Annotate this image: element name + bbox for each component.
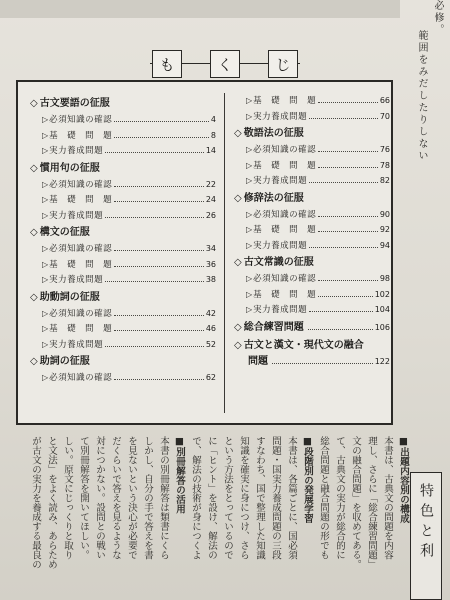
chapter-title-text: 総合練習問題 (243, 321, 304, 333)
leader-dots (308, 328, 373, 330)
entry-label: 実力養成問題 (253, 176, 308, 186)
triangle-icon: ▷ (42, 339, 49, 349)
chapter-title[interactable] (30, 354, 216, 370)
toc-entry[interactable] (234, 109, 390, 125)
toc-entry[interactable] (30, 337, 216, 353)
toc-entry[interactable] (234, 271, 390, 287)
entry-label: 実力養成問題 (49, 275, 104, 285)
diamond-icon: ◇ (234, 339, 242, 351)
toc-entry[interactable] (30, 257, 216, 273)
body-text-column: 総合問題と融合問題の形でも (318, 436, 329, 560)
chapter-title-text: 敬語法の征服 (243, 128, 304, 139)
toc-entry[interactable] (234, 287, 390, 303)
page-number: 52 (205, 339, 216, 349)
entry-label: 基 礎 問 題 (49, 324, 113, 334)
page-number: 38 (205, 275, 216, 284)
body-text-column: ■別冊解答の活用 (174, 436, 185, 514)
page-number: 94 (379, 240, 390, 250)
title-char-1: も (152, 50, 182, 78)
triangle-icon: ▷ (42, 259, 49, 269)
entry-label: 基 礎 問 題 (49, 195, 113, 205)
chapter-title[interactable] (30, 290, 216, 306)
triangle-icon: ▷ (42, 179, 49, 189)
toc-title (150, 50, 300, 78)
body-text-column: 文の融合問題」を収めてある。 (350, 436, 361, 569)
toc-entry[interactable] (30, 272, 216, 288)
leader-dots (114, 265, 204, 267)
toc-chapter (30, 225, 216, 288)
body-text-column: 対につかない。設問との戦い (94, 436, 105, 560)
toc-chapter (234, 191, 390, 254)
toc-chapter (30, 354, 216, 386)
body-text-column: 本書は、各篇ごとに、国必須 (286, 436, 297, 560)
page-number: 34 (205, 244, 216, 253)
chapter-title[interactable] (30, 96, 216, 112)
body-text-column: ■出題内容別の構成 (398, 436, 409, 523)
toc-entry[interactable] (30, 112, 216, 128)
page-number: 26 (205, 210, 216, 220)
entry-label: 必須知識の確認 (253, 145, 317, 155)
side-text-2: 範囲をみだしたりしない (416, 30, 427, 162)
toc-entry[interactable] (234, 302, 390, 318)
entry-label: 実力養成問題 (49, 146, 104, 156)
page-number: 36 (205, 259, 216, 269)
triangle-icon: ▷ (42, 308, 49, 318)
body-text-column: で、解法の技術が身につくよ (190, 436, 201, 560)
triangle-icon: ▷ (246, 176, 253, 185)
page-number: 22 (205, 179, 216, 189)
chapter-title-text: 古文常識の征服 (243, 257, 314, 268)
leader-dots (318, 166, 378, 168)
leader-dots (318, 215, 378, 217)
leader-dots (114, 120, 209, 122)
chapter-title[interactable] (234, 338, 390, 354)
page-number: 70 (379, 111, 390, 121)
leader-dots (114, 249, 204, 251)
leader-dots (318, 279, 378, 281)
page-number: 24 (205, 195, 216, 204)
body-text-column: 知識を確実に身につけ、さら (238, 436, 249, 560)
body-text-column: すなわち、国で整理した知識 (254, 436, 265, 560)
toc-entry[interactable] (234, 93, 390, 109)
entry-label: 基 礎 問 題 (49, 259, 113, 270)
leader-dots (272, 362, 373, 364)
body-text-column: を見ないという決心が必要で (126, 436, 137, 560)
toc-entry[interactable] (234, 158, 390, 174)
triangle-icon: ▷ (42, 146, 49, 155)
toc-chapter (234, 126, 390, 189)
triangle-icon: ▷ (246, 225, 253, 234)
diamond-icon: ◇ (30, 162, 38, 174)
triangle-icon: ▷ (246, 209, 253, 219)
triangle-icon: ▷ (246, 111, 253, 121)
body-text-column: ■段階別の発展学習 (302, 436, 313, 523)
leader-dots (105, 151, 204, 153)
entry-label: 必須知識の確認 (49, 115, 113, 125)
toc-right-column (234, 93, 390, 370)
chapter-title[interactable] (234, 320, 390, 336)
entry-label: 必須知識の確認 (49, 244, 113, 254)
leader-dots (114, 314, 204, 316)
page-number: 62 (205, 373, 216, 382)
entry-label: 基 礎 問 題 (253, 160, 317, 171)
entry-label: 実力養成問題 (253, 111, 308, 122)
title-char-3: じ (268, 50, 298, 78)
body-text-column: と文法」をよく読み、あらため (46, 436, 57, 569)
chapter-title[interactable] (234, 126, 390, 142)
entry-label: 基 礎 問 題 (253, 289, 317, 300)
triangle-icon: ▷ (246, 145, 253, 154)
entry-label: 実力養成問題 (253, 305, 308, 315)
page-number: 98 (379, 274, 390, 283)
page-number: 90 (379, 209, 390, 219)
triangle-icon: ▷ (42, 115, 49, 124)
toc-entry[interactable] (234, 222, 390, 238)
triangle-icon: ▷ (42, 275, 49, 284)
toc-entry[interactable] (30, 370, 216, 386)
entry-label: 実力養成問題 (49, 339, 104, 350)
page-number: 82 (379, 176, 390, 185)
leader-dots (318, 101, 378, 103)
triangle-icon: ▷ (246, 274, 253, 283)
chapter-title-text: 修辞法の征服 (243, 192, 304, 204)
chapter-title[interactable] (30, 225, 216, 241)
chapter-title[interactable] (234, 255, 390, 271)
diamond-icon: ◇ (30, 356, 38, 367)
chapter-title-line2[interactable] (234, 354, 390, 370)
toc-entry[interactable] (234, 142, 390, 158)
body-text-column: 理し、さらに「総合練習問題」 (366, 436, 377, 569)
triangle-icon: ▷ (42, 210, 49, 220)
leader-dots (114, 185, 204, 187)
leader-dots (105, 345, 204, 347)
toc-left-column (30, 94, 216, 386)
toc-chapter-fusion (234, 338, 390, 370)
toc-chapter (30, 96, 216, 159)
body-text-column: 本書の別冊解答は類書にくら (158, 436, 169, 560)
body-text-column: 本書は、古典文の問題を内容 (382, 436, 393, 560)
entry-label: 必須知識の確認 (253, 274, 317, 284)
leader-dots (309, 181, 378, 183)
leader-dots (114, 200, 204, 202)
entry-label: 基 礎 問 題 (253, 225, 317, 235)
body-text-column: という方法をとっているので (222, 436, 233, 560)
toc-chapter (30, 161, 216, 224)
side-text-1: 必修。 (432, 0, 443, 36)
body-text-column: しい。原文にじっくりと取り (62, 436, 73, 560)
triangle-icon: ▷ (42, 195, 49, 204)
toc-chapter (234, 255, 390, 318)
toc-chapter-sogo (234, 320, 390, 336)
chapter-title-text: 古文と漢文・現代文の融合 (243, 339, 364, 351)
page-number: 106 (374, 322, 390, 332)
triangle-icon: ▷ (246, 160, 253, 170)
previous-page-strip (0, 0, 400, 18)
toc-entry[interactable] (234, 173, 390, 189)
page-number: 66 (379, 96, 390, 105)
entry-label: 実力養成問題 (49, 210, 104, 221)
leader-dots (318, 150, 378, 152)
triangle-icon: ▷ (42, 324, 49, 333)
title-char-2: く (210, 50, 240, 78)
chapter-title-text: 慣用句の征服 (39, 162, 100, 174)
chapter-title[interactable] (30, 161, 216, 177)
body-text-column: に「ヒント」を設け、解法の (206, 436, 217, 560)
body-text-column: が古文の実力を養成する最良の (30, 436, 41, 569)
entry-label: 基 礎 問 題 (253, 96, 317, 106)
feature-heading-box: 特色と利 (410, 472, 442, 600)
diamond-icon: ◇ (30, 98, 38, 109)
entry-label: 必須知識の確認 (49, 308, 113, 319)
page-number: 14 (205, 146, 216, 155)
diamond-icon: ◇ (234, 192, 242, 204)
entry-label: 実力養成問題 (253, 240, 308, 251)
leader-dots (318, 230, 378, 232)
triangle-icon: ▷ (42, 373, 49, 382)
body-text-column: て、古典文の実力が総合的に (334, 436, 345, 560)
toc-entry[interactable] (30, 128, 216, 144)
chapter-title-text: 構文の征服 (39, 227, 90, 238)
body-text-column: 問題・国実力養成問題の三段 (270, 436, 281, 560)
triangle-icon: ▷ (246, 289, 253, 299)
diamond-icon: ◇ (30, 227, 38, 238)
triangle-icon: ▷ (42, 244, 49, 253)
page-number: 8 (210, 130, 216, 140)
triangle-icon: ▷ (246, 305, 253, 314)
leader-dots (309, 246, 378, 248)
diamond-icon: ◇ (234, 257, 242, 268)
leader-dots (114, 136, 209, 138)
page-number: 4 (210, 115, 216, 124)
leader-dots (105, 216, 204, 218)
toc-entry[interactable] (30, 143, 216, 159)
leader-dots (309, 310, 373, 312)
entry-label: 必須知識の確認 (49, 179, 113, 190)
page-number: 104 (374, 305, 390, 314)
diamond-icon: ◇ (30, 291, 38, 303)
diamond-icon: ◇ (234, 128, 242, 139)
toc-entry[interactable] (30, 177, 216, 193)
leader-dots (114, 329, 204, 331)
chapter-title[interactable] (234, 191, 390, 207)
toc-entry[interactable] (234, 207, 390, 223)
leader-dots (318, 295, 373, 297)
chapter-title-text: 助動詞の征服 (39, 291, 100, 303)
leader-dots (114, 378, 204, 380)
diamond-icon: ◇ (234, 321, 242, 333)
toc-chapter (30, 290, 216, 353)
page-number: 92 (379, 225, 390, 234)
toc-entry[interactable] (30, 306, 216, 322)
chapter-title-text: 助詞の征服 (39, 356, 90, 367)
leader-dots (309, 117, 378, 119)
toc-entry[interactable] (234, 238, 390, 254)
triangle-icon: ▷ (246, 240, 253, 250)
page-number: 76 (379, 145, 390, 154)
leader-dots (105, 280, 204, 282)
toc-entry[interactable] (30, 192, 216, 208)
body-text-column: しかし、自分の手で答えを書 (142, 436, 153, 560)
page-number: 46 (205, 324, 216, 333)
entry-label: 基 礎 問 題 (49, 130, 113, 141)
page-number: 78 (379, 160, 390, 170)
entry-label: 必須知識の確認 (49, 373, 113, 383)
toc-entry[interactable] (30, 241, 216, 257)
toc-entry[interactable] (30, 208, 216, 224)
triangle-icon: ▷ (246, 96, 253, 105)
chapter-title-text: 問題 (248, 355, 268, 367)
chapter-title-text: 古文要語の征服 (39, 98, 110, 109)
entry-label: 必須知識の確認 (253, 209, 317, 220)
page-number: 122 (374, 356, 390, 366)
body-text-column: て別冊解答を開いてほしい。 (78, 436, 89, 560)
toc-entry[interactable] (30, 321, 216, 337)
body-text-column: だくらいで答えを見るような (110, 436, 121, 560)
page-number: 102 (374, 289, 390, 299)
triangle-icon: ▷ (42, 130, 49, 140)
column-divider (224, 93, 225, 413)
page-number: 42 (205, 308, 216, 318)
